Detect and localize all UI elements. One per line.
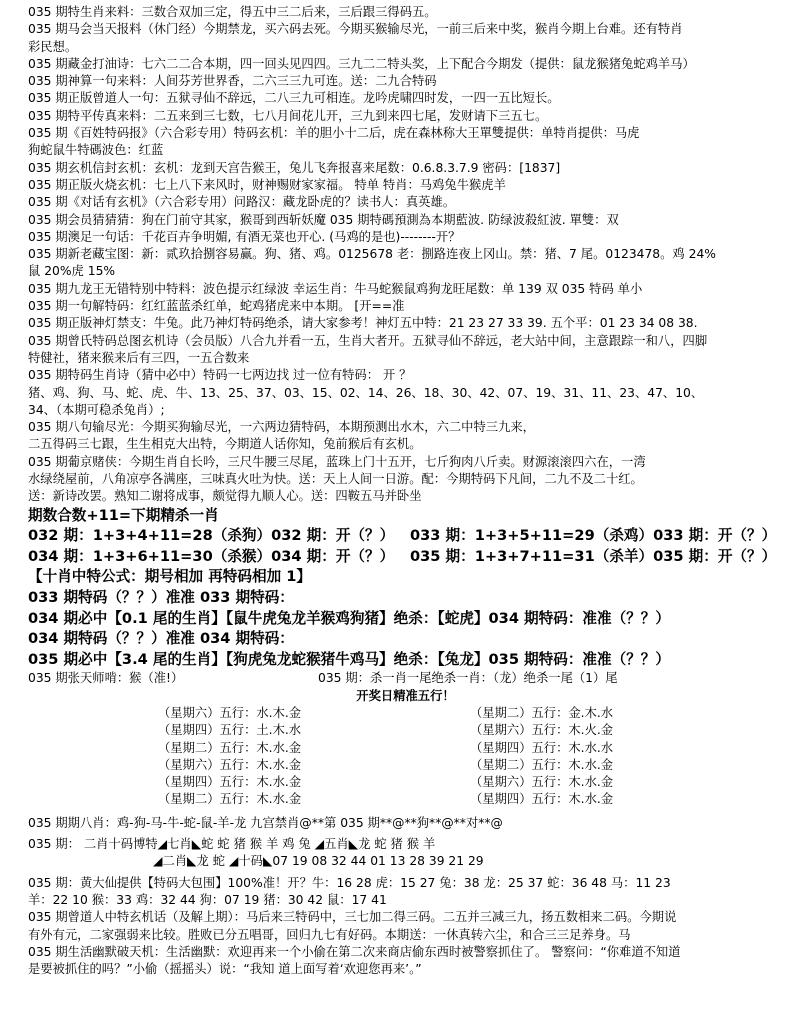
formula-cell: 035 期：1+3+7+11=31（杀羊）035 期：开（？） <box>410 547 777 565</box>
text-line: 鼠 20%虎 15% <box>28 264 116 279</box>
text-line: 035 期正版曾道人一句：五狱寻仙不辞远，二八三九可相连。龙吟虎啸四时发，一四一五比短长。 <box>28 91 560 106</box>
wuxing-cell: （星期六）五行：水.木.金 <box>158 705 302 720</box>
text-line: 035 期期八肖：鸡-狗-马-牛-蛇-鼠-羊-龙 九宫禁肖@**第 035 期**@**狗**@**对**@ <box>28 815 503 830</box>
zhang-right: 035 期：杀一肖一尾绝杀一肖：（龙）绝杀一尾（1）尾 <box>318 671 618 686</box>
text-line: 035 期澳足一句话：千花百卉争明媚, 有酒无菜也开心. (马鸡的是也)--------开？ <box>28 229 461 244</box>
text-line: 彩民想。 <box>28 39 78 54</box>
text-line: 二五得码三七跟，生生相克大出特，今期道人话你知，兔前猴后有玄机。 <box>28 437 422 452</box>
wuxing-row <box>28 757 783 774</box>
formula-title: 期数合数+11=下期精杀一肖 <box>28 506 219 524</box>
text-line: 是要被抓住的吗？”小偷（摇摇头）说：“我知 道上面写着‘欢迎您再来’。” <box>28 962 422 977</box>
text-line: 035 期特生肖来料：三数合双加三定，得五中三二后来，三后跟三得码五。 <box>28 5 437 19</box>
text-line: 035 期正版神灯禁支：牛兔。此乃神灯特码绝杀，请大家参考！神灯五中特：21 23 27 33 39. 五个平：01 23 34 08 38. <box>28 316 698 331</box>
wuxing-cell: （星期二）五行：金.木.水 <box>470 705 614 720</box>
wuxing-cell: （星期六）五行：木.水.金 <box>470 775 614 790</box>
text-line: 035 期玄机信封玄机：玄机：龙到天宫告猴王，兔儿飞奔报喜来尾数：0.6.8.3.7.9 密码：[1837] <box>28 160 561 175</box>
wuxing-cell: （星期四）五行：土.木.水 <box>158 723 302 738</box>
text-line: 035 期特平传真来料：二五来到三七数，七八月间花儿开，三九到来四七尾，发财请下三五七。 <box>28 108 548 123</box>
text-line: 羊：22 10 猴：33 鸡：32 44 狗：07 19 猪：30 42 鼠：17 41 <box>28 892 387 907</box>
text-line: 035 期新老藏宝图：新：贰玖拾捌容易赢。狗、猪、鸡。0125678 老：捌路连夜上冈山。禁：猪、7 尾。0123478。鸡 24% <box>28 247 716 262</box>
formula-cell: 033 期：1+3+5+11=29（杀鸡）033 期：开（？） <box>410 527 777 545</box>
wuxing-cell: （星期四）五行：木.水.金 <box>158 775 302 790</box>
zhang-section <box>28 670 783 705</box>
formula-line: 035 期必中【3.4 尾的生肖】【狗虎兔龙蛇猴猪牛鸡马】绝杀：【兔龙】035 期特码：准准（？？） <box>28 650 670 668</box>
text-line: 狗蛇鼠牛特碼波色：红蓝 <box>28 143 164 158</box>
text-line: 035 期《百姓特码报》（六合彩专用）特码玄机：羊的胆小十二后，虎在森林称大王單雙提供：单特肖提供：马虎 <box>28 126 640 141</box>
text-line: 有外有元，二家强弱来比较。胜败已分五唱哥，回归九七有好码。本期送：一休真转六尘，和合三三足养身。马 <box>28 927 631 942</box>
zhang-left: 035 期张天师啃：猴（准!） <box>28 671 184 686</box>
text-line: 035 期一句解特码：红红蓝蓝杀红单，蛇鸡猪虎来中本期。 [开==准 <box>28 299 405 314</box>
text-line: 水绿绕屋前，八角凉亭各满座，三味真火吐为快。送：天上人间一日游。配：今期特码下凡间，二九不及二十红。 <box>28 472 643 487</box>
wuxing-row <box>28 791 783 808</box>
wuxing-row <box>28 740 783 757</box>
formula-row <box>28 526 783 547</box>
wuxing-row <box>28 774 783 791</box>
text-line: 34、（本期可稳杀兔肖）; <box>28 402 165 417</box>
text-line: 035 期曾道人中特玄机话（及解上期）：马后来三特码中，三七加二得三码。二五并三减三九，扬五数相来二码。今期说 <box>28 910 677 925</box>
text-line: 035 期八句输尽光：今期买狗输尽光，一六两边猜特码，本期预测出水木，六二中特三九来， <box>28 420 535 435</box>
wuxing-cell: （星期六）五行：木.火.金 <box>470 723 614 738</box>
formula-row <box>28 547 783 568</box>
text-line: 035 期特码生肖诗（猜中必中）特码一七两边找 过一位有特码： 开 ？ <box>28 368 412 383</box>
text-line: 035 期曾氏特码总图玄机诗（会员版）八合九并看一五，生肖大者开。五狱寻仙不辞远，老大站中间，主意跟踪一和八，四脚 <box>28 333 708 348</box>
text-line: 猪、鸡、狗、马、蛇、虎、牛、13、25、37、03、15、02、14、26、18、30、42、07、19、31、11、23、47、10、 <box>28 385 704 400</box>
zhang-row <box>28 670 783 687</box>
text-line: 035 期葡京赌侠：今期生肖自长吟，三尺牛腰三尽尾，蓝珠上门十五开，七斤狗肉八斤卖。财源滚滚四六在，一湾 <box>28 454 646 469</box>
text-line: 特健社，猪来猴来后有三四，一五合数来 <box>28 350 250 365</box>
wuxing-row <box>28 705 783 722</box>
wuxing-row <box>28 722 783 739</box>
text-line: 035 期九龙王无错特别中特料：波色提示红绿波 幸运生肖：牛马蛇猴鼠鸡狗龙旺尾数：单 139 双 035 特码 单小 <box>28 281 643 296</box>
formula-cell: 032 期：1+3+4+11=28（杀狗）032 期：开（？） <box>28 527 395 545</box>
formula-line: 033 期特码（？？）准准 033 期特码： <box>28 588 294 606</box>
formula-cell: 034 期：1+3+6+11=30（杀猴）034 期：开（？） <box>28 547 395 565</box>
wuxing-table <box>28 705 783 809</box>
text-line: 035 期藏金打油诗：七六二二合本期，四一回头见四四。三九二二特头奖，上下配合今期发（提供：鼠龙猴猪兔蛇鸡羊马） <box>28 56 695 71</box>
wuxing-cell: （星期四）五行：木.水.金 <box>470 792 614 807</box>
symbol-line: 035 期： 二肖十码博特◢七肖◣蛇 蛇 猪 猴 羊 鸡 兔 ◢五肖◣龙 蛇 猪 猴 羊 <box>28 837 436 852</box>
wuxing-cell: （星期二）五行：木.水.金 <box>158 740 302 755</box>
text-line: 035 期生活幽默破天机：生活幽默：欢迎再来一个小偷在第二次来商店偷东西时被警察抓住了。 警察问：“你难道不知道 <box>28 944 681 959</box>
bottom-section <box>28 815 783 979</box>
wuxing-cell: （星期二）五行：木.水.金 <box>470 757 614 772</box>
symbol-line: ◢二肖◣龙 蛇 ◢十码◣07 19 08 32 44 01 13 28 39 21 29 <box>153 854 484 869</box>
text-line: 035 期《对话有玄机》（六合彩专用）问路汉：藏龙卧虎的？读书人：真英雄。 <box>28 195 456 210</box>
text-line: 035 期马会当天报料（休门经）今期禁龙，买六码去死。今期买猴输尽光，一前三后来中奖，猴肖今期上台难。还有特肖 <box>28 22 683 37</box>
formula-section <box>28 506 783 671</box>
text-line: 送：新诗改罢。熟知二谢将成事，颇觉得九顺人心。送：四鞍五马并卧坐 <box>28 489 422 504</box>
wuxing-title: 开奖日精准五行！ <box>356 688 455 703</box>
formula-subtitle: 【十肖中特公式：期号相加 再特码相加 1】 <box>28 568 312 586</box>
text-line: 035 期神算一句来料：人间芬芳世界香，二六三三九可连。送：二九合特码 <box>28 74 437 89</box>
wuxing-cell: （星期四）五行：木.水.水 <box>470 740 614 755</box>
formula-line: 034 期必中【0.1 尾的生肖】【鼠牛虎兔龙羊猴鸡狗猪】绝杀：【蛇虎】034 期特码：准准（？？） <box>28 609 670 627</box>
wuxing-cell: （星期六）五行：木.水.金 <box>158 757 302 772</box>
text-line: 035 期正版火烧玄机：七上八下来风时，财神赐财家家福。 特单 特肖：马鸡兔牛猴虎羊 <box>28 177 506 192</box>
formula-line: 034 期特码（？？）准准 034 期特码： <box>28 630 294 648</box>
wuxing-cell: （星期二）五行：木.水.金 <box>158 792 302 807</box>
intro-section <box>28 4 783 506</box>
text-line: 035 期会员猜猜猜：狗在门前守其家，猴哥到西斩妖魔 035 期特碼預測為本期藍波. 防绿波殺紅波. 單雙：双 <box>28 212 619 227</box>
text-line: 035 期：黄大仙提供【特码大包围】100%准！开？牛：16 28 虎：15 27 兔：38 龙：25 37 蛇：36 48 马：11 23 <box>28 875 671 890</box>
